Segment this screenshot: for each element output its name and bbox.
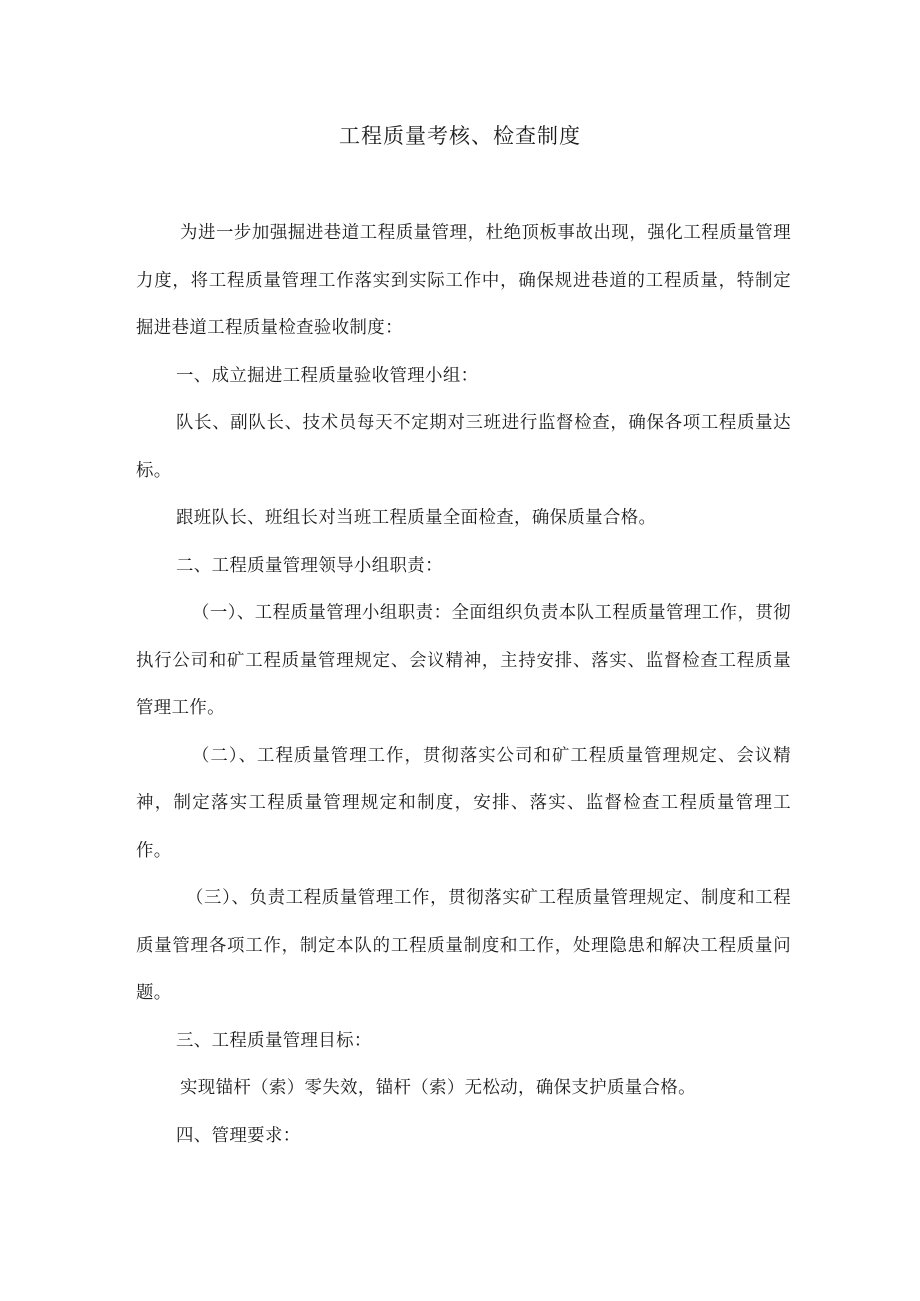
paragraph-goal: 实现锚杆（索）零失效，锚杆（索）无松动，确保支护质量合格。 — [180, 1078, 696, 1098]
document-title: 工程质量考核、检查制度 — [339, 124, 581, 148]
paragraph-intro: 为进一步加强掘进巷道工程质量管理，杜绝顶板事故出现，强化工程质量管理力度，将工程质量管理工作落实到实际工作中，确保规进巷道的工程质量，特制定掘进巷道工程质量检查验收制度： — [136, 223, 791, 338]
section-heading-1: 一、成立掘进工程质量验收管理小组： — [176, 365, 479, 386]
document-body — [136, 210, 791, 1160]
paragraph-duty-2: （二）、工程质量管理工作，贯彻落实公司和矿工程质量管理规定、会议精神，制定落实工程质量管理规定和制度，安排、落实、监督检查工程质量管理工作。 — [136, 745, 791, 861]
paragraph-duty-3: （三）、负责工程质量管理工作，贯彻落实矿工程质量管理规定、制度和工程质量管理各项工作，制定本队的工程质量制度和工作，处理隐患和解决工程质量问题。 — [136, 888, 791, 1003]
section-heading-3: 三、工程质量管理目标： — [176, 1030, 372, 1051]
paragraph-shift-inspection: 跟班队长、班组长对当班工程质量全面检查，确保质量合格。 — [176, 508, 657, 528]
section-heading-4: 四、管理要求： — [176, 1125, 301, 1146]
section-heading-2: 二、工程质量管理领导小组职责： — [176, 555, 443, 576]
paragraph-inspection-team: 队长、副队长、技术员每天不定期对三班进行监督检查，确保各项工程质量达标。 — [136, 413, 791, 481]
paragraph-duty-1: （一）、工程质量管理小组职责：全面组织负责本队工程质量管理工作，贯彻执行公司和矿工程质量管理规定、会议精神，主持安排、落实、监督检查工程质量管理工作。 — [136, 603, 791, 718]
